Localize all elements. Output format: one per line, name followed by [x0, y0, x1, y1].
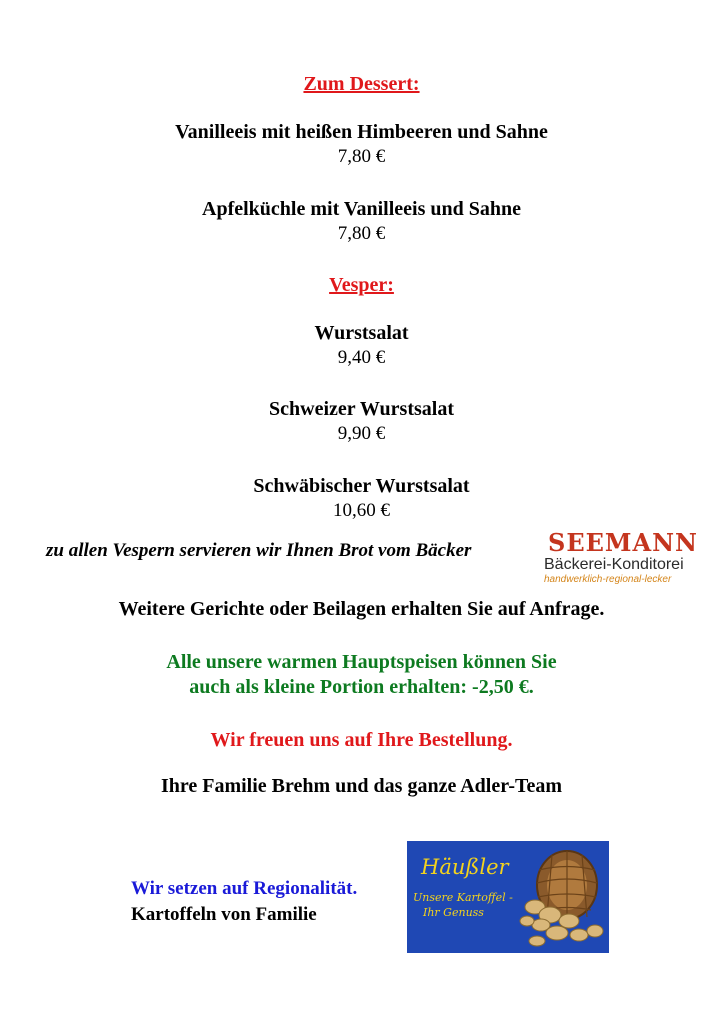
vesper-heading: Vesper:	[329, 274, 394, 296]
seemann-subtitle: Bäckerei-Konditorei	[544, 556, 684, 573]
bread-note: zu allen Vespern servieren wir Ihnen Brot vom Bäcker	[46, 540, 472, 561]
regional-block	[131, 876, 357, 928]
dessert-heading: Zum Dessert:	[303, 73, 420, 95]
regional-line-1: Wir setzen auf Regionalität.	[131, 878, 358, 899]
vesper-item-2-name: Schweizer Wurstsalat	[269, 398, 454, 420]
dessert-item-1-price: 7,80 €	[337, 146, 386, 167]
small-portion-line-2: auch als kleine Portion erhalten: -2,50 €.	[189, 676, 534, 698]
seemann-tagline: handwerklich-regional-lecker	[544, 574, 672, 585]
haeussler-slogan-1: Unsere Kartoffel -	[413, 891, 513, 904]
vesper-item-2-price: 9,90 €	[337, 423, 386, 444]
vesper-item-3-name: Schwäbischer Wurstsalat	[253, 475, 470, 497]
seemann-logo	[540, 528, 705, 586]
vesper-item-3-price: 10,60 €	[333, 500, 390, 521]
dessert-item-1-name: Vanilleeis mit heißen Himbeeren und Sahne	[175, 121, 548, 143]
more-dishes-note: Weitere Gerichte oder Beilagen erhalten Sie auf Anfrage.	[118, 598, 605, 620]
signature: Ihre Familie Brehm und das ganze Adler-Team	[160, 775, 563, 797]
vesper-item-1-name: Wurstsalat	[314, 322, 409, 344]
haeussler-name: Häußler	[421, 855, 509, 879]
vesper-item-1-price: 9,40 €	[337, 347, 386, 368]
haeussler-slogan-2: Ihr Genuss	[423, 906, 484, 919]
seemann-brand: SEEMANN	[548, 528, 698, 557]
order-note: Wir freuen uns auf Ihre Bestellung.	[210, 729, 513, 751]
dessert-item-2-price: 7,80 €	[337, 223, 386, 244]
small-portion-line-1: Alle unsere warmen Hauptspeisen können Sie	[166, 651, 557, 673]
dessert-item-2-name: Apfelküchle mit Vanilleeis und Sahne	[202, 198, 521, 220]
regional-line-2: Kartoffeln von Familie	[131, 904, 317, 925]
potato-basket-icon	[517, 845, 609, 951]
haeussler-logo	[407, 841, 609, 953]
